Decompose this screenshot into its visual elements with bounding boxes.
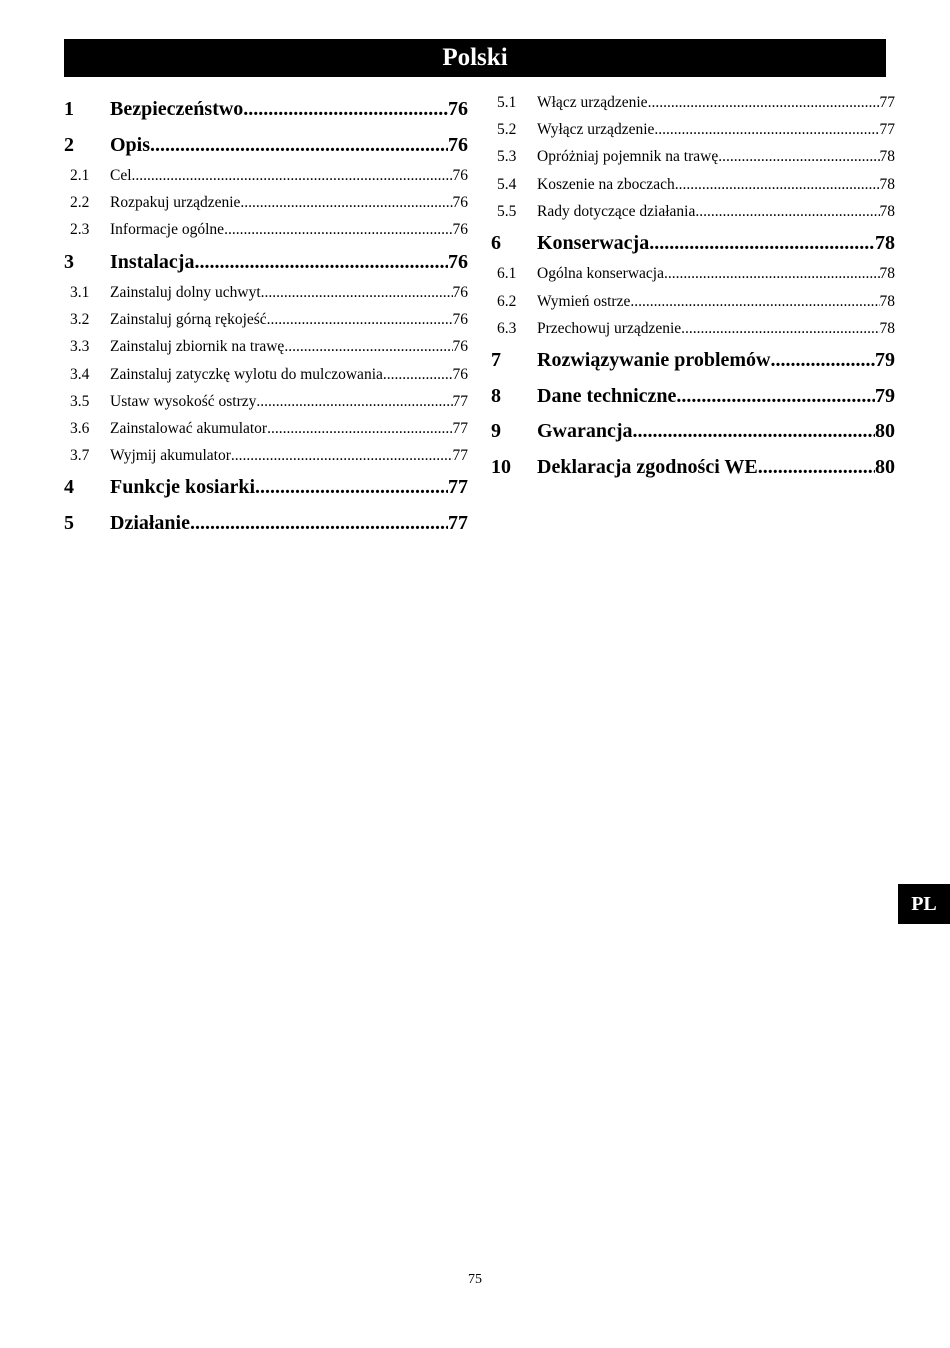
- toc-left-column: [64, 96, 468, 545]
- toc-entry-number: 6.3: [497, 319, 517, 337]
- toc-entry-label: Rozwiązywanie problemów: [537, 349, 771, 371]
- toc-entry-number: 3.4: [70, 365, 90, 383]
- toc-entry-page: 78: [879, 148, 895, 166]
- toc-entry: [64, 366, 468, 393]
- page-number: 75: [468, 1272, 482, 1287]
- toc-entry-page: 78: [875, 231, 895, 254]
- toc-entry: [64, 393, 468, 420]
- toc-entry-label: Rozpakuj urządzenie: [110, 194, 241, 212]
- toc-entry-number: 5.3: [497, 148, 517, 166]
- toc-dot-leader: [255, 476, 448, 499]
- toc-entry-label: Deklaracja zgodności WE: [537, 455, 758, 478]
- toc-entry: [64, 474, 468, 510]
- toc-entry-number: 4: [64, 476, 74, 499]
- toc-entry-label: Zainstaluj zbiornik na trawę: [110, 338, 285, 356]
- toc-dot-leader: [758, 456, 875, 479]
- page-title-text: Polski: [442, 44, 508, 71]
- toc-dot-leader: [681, 320, 879, 338]
- toc-dot-leader: [132, 167, 453, 185]
- toc-entry: [64, 249, 468, 285]
- toc-entry: [491, 454, 895, 490]
- toc-entry-page: 76: [452, 167, 468, 184]
- toc-entry-label: Przechowuj urządzenie: [537, 319, 682, 337]
- toc-entry-label: Zainstaluj zatyczkę wylotu do mulczowania: [110, 365, 383, 383]
- toc-entry-page: 78: [879, 319, 895, 337]
- toc-dot-leader: [664, 265, 880, 283]
- toc-entry-number: 5.1: [497, 94, 517, 111]
- toc-entry-number: 5.4: [497, 175, 517, 193]
- toc-entry-page: 76: [448, 98, 468, 120]
- toc-entry-label: Konserwacja: [537, 231, 650, 254]
- toc-entry: [64, 338, 468, 365]
- toc-entry-number: 1: [64, 98, 74, 120]
- toc-entry-page: 76: [452, 311, 468, 329]
- toc-entry-page: 78: [879, 292, 895, 310]
- toc-entry-number: 3.3: [70, 338, 90, 356]
- toc-entry-label: Funkcje kosiarki: [110, 476, 256, 499]
- toc-entry-page: 76: [452, 365, 468, 383]
- toc-entry-page: 77: [452, 447, 468, 465]
- toc-entry-label: Instalacja: [110, 250, 195, 273]
- toc-entry-label: Informacje ogólne: [110, 221, 225, 239]
- toc-entry-number: 5: [64, 511, 74, 534]
- toc-entry: [491, 230, 895, 266]
- toc-entry-number: 6.1: [497, 265, 517, 283]
- page-title: [64, 39, 886, 77]
- toc-dot-leader: [675, 176, 880, 194]
- toc-entry: [491, 320, 895, 347]
- toc-dot-leader: [261, 284, 453, 302]
- toc-entry-label: Wymień ostrze: [537, 292, 631, 310]
- toc-entry-page: 78: [879, 202, 895, 220]
- toc-entry-label: Gwarancja: [537, 420, 633, 442]
- toc-entry-number: 3.1: [70, 284, 90, 302]
- toc-entry: [491, 148, 895, 175]
- toc-entry-number: 3.5: [70, 392, 90, 410]
- toc-entry-number: 3.6: [70, 420, 90, 437]
- toc-entry-page: 77: [448, 511, 468, 534]
- language-tab-label: PL: [911, 892, 937, 915]
- toc-entry-label: Opróżniaj pojemnik na trawę: [537, 148, 719, 166]
- toc-dot-leader: [150, 134, 448, 157]
- toc-dot-leader: [630, 293, 879, 311]
- toc-entry-page: 77: [879, 94, 895, 111]
- toc-entry: [491, 347, 895, 383]
- toc-entry-number: 7: [491, 349, 501, 371]
- toc-dot-leader: [649, 232, 875, 255]
- toc-entry: [64, 221, 468, 248]
- toc-entry-page: 76: [452, 338, 468, 356]
- toc-entry: [64, 96, 468, 132]
- toc-dot-leader: [676, 385, 875, 408]
- toc-entry-label: Ustaw wysokość ostrzy: [110, 392, 257, 410]
- toc-dot-leader: [654, 121, 879, 139]
- toc-dot-leader: [695, 203, 879, 221]
- language-tab: [898, 884, 950, 924]
- toc-entry-number: 2.1: [70, 167, 90, 184]
- toc-entry-page: 78: [879, 175, 895, 193]
- toc-dot-leader: [648, 94, 880, 112]
- toc-dot-leader: [383, 366, 453, 384]
- toc-entry-page: 77: [879, 121, 895, 139]
- toc-dot-leader: [243, 98, 448, 121]
- toc-entry: [64, 420, 468, 447]
- toc-entry-number: 3.2: [70, 311, 90, 329]
- toc-entry-number: 3: [64, 250, 74, 273]
- toc-entry-number: 2.2: [70, 194, 90, 212]
- toc-entry-number: 2.3: [70, 221, 90, 239]
- toc-entry-label: Zainstaluj dolny uchwyt: [110, 284, 261, 302]
- toc-right-column: [491, 94, 895, 489]
- toc-entry: [64, 167, 468, 194]
- toc-entry-label: Wyłącz urządzenie: [537, 121, 655, 139]
- toc-entry-number: 6: [491, 231, 501, 254]
- toc-entry-label: Cel: [110, 167, 132, 184]
- toc-entry: [491, 203, 895, 230]
- toc-entry-page: 80: [875, 455, 895, 478]
- toc-entry: [491, 121, 895, 148]
- toc-entry-page: 79: [875, 384, 895, 407]
- toc-dot-leader: [240, 194, 452, 212]
- toc-entry-number: 8: [491, 384, 501, 407]
- toc-dot-leader: [231, 447, 453, 465]
- toc-entry: [491, 383, 895, 419]
- toc-entry: [64, 311, 468, 338]
- toc-entry: [64, 132, 468, 168]
- toc-entry: [491, 176, 895, 203]
- toc-dot-leader: [267, 420, 452, 438]
- toc-entry-label: Dane techniczne: [537, 384, 677, 407]
- toc-dot-leader: [284, 338, 452, 356]
- toc-dot-leader: [633, 420, 875, 443]
- toc-entry: [491, 265, 895, 292]
- toc-dot-leader: [256, 393, 452, 411]
- toc-dot-leader: [190, 512, 448, 535]
- toc-entry-page: 77: [452, 420, 468, 437]
- toc-entry-number: 9: [491, 420, 501, 442]
- toc-entry: [64, 447, 468, 474]
- toc-entry-label: Włącz urządzenie: [537, 94, 648, 111]
- toc-dot-leader: [718, 148, 879, 166]
- toc-entry-page: 76: [452, 194, 468, 212]
- toc-entry-label: Działanie: [110, 511, 190, 534]
- toc-entry-number: 3.7: [70, 447, 90, 465]
- toc-entry-label: Opis: [110, 133, 151, 156]
- toc-entry-label: Wyjmij akumulator: [110, 447, 231, 465]
- toc-entry: [64, 284, 468, 311]
- toc-entry-number: 10: [491, 455, 511, 478]
- toc-entry-label: Rady dotyczące działania: [537, 202, 696, 220]
- toc-entry: [491, 94, 895, 121]
- toc-entry: [491, 418, 895, 454]
- toc-entry-page: 76: [448, 250, 468, 273]
- toc-entry-page: 76: [452, 221, 468, 239]
- toc-entry-label: Zainstalować akumulator: [110, 420, 268, 437]
- toc-entry-page: 77: [452, 392, 468, 410]
- toc-entry-page: 78: [879, 265, 895, 283]
- toc-dot-leader: [771, 349, 876, 372]
- toc-entry-page: 80: [875, 420, 895, 442]
- toc-entry-page: 76: [448, 133, 468, 156]
- toc-entry: [64, 194, 468, 221]
- toc-dot-leader: [224, 221, 452, 239]
- toc-entry-label: Ogólna konserwacja: [537, 265, 664, 283]
- toc-entry-page: 79: [875, 349, 895, 371]
- toc-entry-label: Zainstaluj górną rękojeść: [110, 311, 267, 329]
- toc-entry-number: 5.5: [497, 202, 517, 220]
- toc-entry-page: 77: [448, 476, 468, 499]
- toc-entry: [64, 510, 468, 546]
- toc-dot-leader: [267, 311, 453, 329]
- toc-entry-label: Bezpieczeństwo: [110, 98, 244, 120]
- toc-entry-page: 76: [452, 284, 468, 302]
- toc-entry-label: Koszenie na zboczach: [537, 175, 675, 193]
- toc-dot-leader: [194, 251, 448, 274]
- toc-entry-number: 5.2: [497, 121, 517, 139]
- toc-entry: [491, 293, 895, 320]
- toc-entry-number: 6.2: [497, 292, 517, 310]
- toc-entry-number: 2: [64, 133, 74, 156]
